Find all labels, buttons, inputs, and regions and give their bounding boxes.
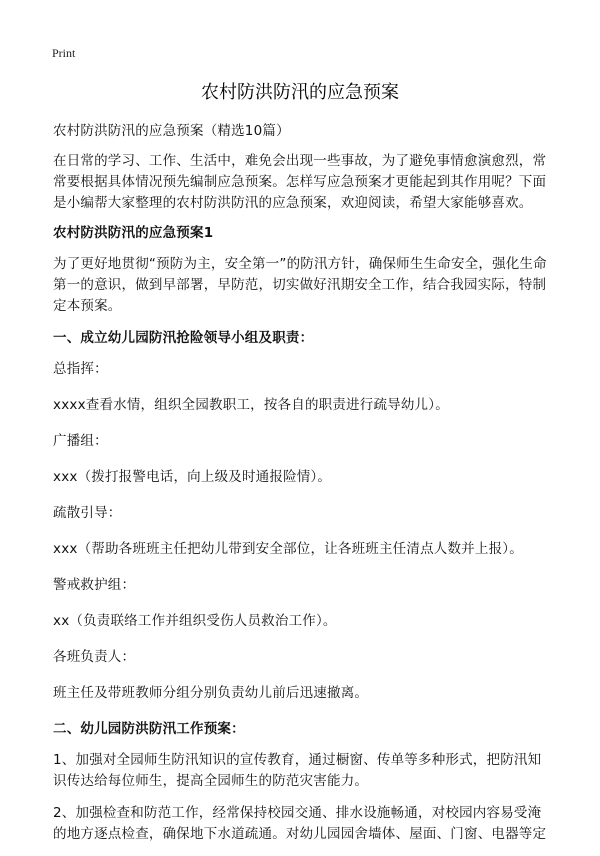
role-description: xxx（拨打报警电话，向上级及时通报险情）。 bbox=[53, 469, 332, 485]
numbered-item: 1、加强对全园师生防汛知识的宣传教育，通过橱窗、传单等多种形式，把防汛知识传达给每位师生，提高全园师生的防范灾害能力。 bbox=[53, 752, 542, 789]
role-description: 班主任及带班教师分组分别负责幼儿前后迅速撤离。 bbox=[53, 685, 369, 701]
role-label: 总指挥： bbox=[53, 361, 108, 377]
role-label: 广播组： bbox=[53, 433, 108, 449]
part-2-heading: 二、幼儿园防洪防汛工作预案： bbox=[53, 721, 245, 737]
role-label: 各班负责人： bbox=[53, 649, 136, 665]
numbered-item: 2、加强检查和防范工作，经常保持校园交通、排水设施畅通，对校园内容易受淹的地方逐点检查，确保地下水道疏通。对幼儿园园舍墙体、屋面、门窗、电器等定 bbox=[53, 805, 547, 842]
intro-paragraph: 在日常的学习、工作、生活中，难免会出现一些事故，为了避免事情愈演愈烈，常常要根据具体情况预先编制应急预案。怎样写应急预案才更能起到其作用呢？下面是小编帮大家整理的农村防洪防汛的应急预案，欢迎阅读，希望大家能够喜欢。 bbox=[53, 153, 547, 211]
document-body bbox=[53, 121, 553, 856]
role-description: xxxx查看水情，组织全园教职工，按各自的职责进行疏导幼儿）。 bbox=[53, 397, 449, 413]
role-label: 疏散引导： bbox=[53, 505, 122, 521]
page-title: 农村防洪防汛的应急预案 bbox=[201, 82, 399, 103]
role-description: xx（负责联络工作并组织受伤人员救治工作）。 bbox=[53, 613, 337, 629]
role-description: xxx（帮助各班班主任把幼儿带到安全部位，让各班班主任清点人数并上报）。 bbox=[53, 541, 523, 557]
role-label: 警戒救护组： bbox=[53, 577, 136, 593]
subtitle: 农村防洪防汛的应急预案（精选10篇） bbox=[53, 123, 290, 139]
part-1-heading: 一、成立幼儿园防汛抢险领导小组及职责： bbox=[53, 330, 314, 346]
section-heading-1: 农村防洪防汛的应急预案1 bbox=[53, 225, 214, 241]
section-1-paragraph: 为了更好地贯彻“预防为主，安全第一”的防汛方针，确保师生生命安全，强化生命第一的意识，做到早部署，早防范，切实做好汛期安全工作，结合我园实际，特制定本预案。 bbox=[53, 256, 547, 314]
print-link[interactable]: Print bbox=[52, 46, 76, 60]
